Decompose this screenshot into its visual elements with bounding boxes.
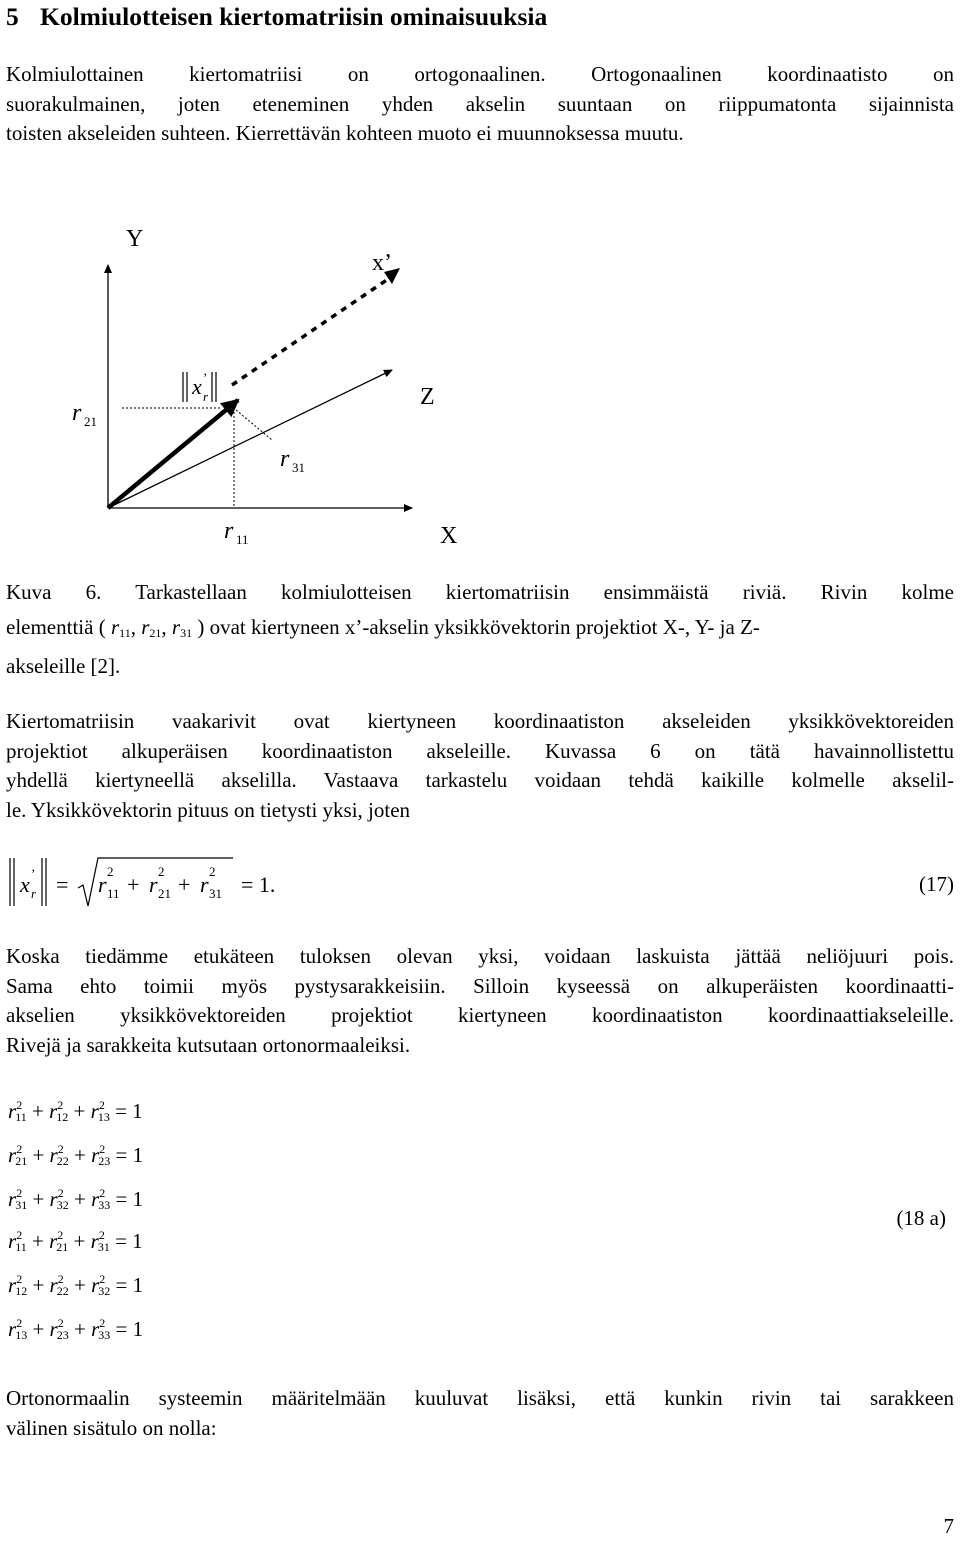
r31-label: r: [280, 446, 290, 472]
svg-text:2: 2: [107, 864, 114, 879]
text-line: välinen sisätulo on nolla:: [6, 1415, 217, 1440]
subscript: 32: [98, 1284, 111, 1298]
x-prime-label: x’: [372, 250, 392, 276]
equation-18a-row: $r^2_{12} + r^2_{22} + r^2_{32} = 1$: [8, 1272, 144, 1298]
svg-text:=: =: [56, 872, 69, 897]
text-line: Rivejä ja sarakkeita kutsutaan ortonormaaleiksi.: [6, 1032, 411, 1057]
math-r11: $r_{11}$: [110, 614, 131, 640]
y-axis-label: Y: [126, 226, 144, 252]
r31-subscript: 31: [292, 460, 305, 475]
equation-18a-row: $r^2_{11} + r^2_{12} + r^2_{13} = 1$: [8, 1098, 143, 1124]
text-line: Koska tiedämme etukäteen tuloksen olevan yksi, voidaan laskuista jättää neliöjuuri pois.: [6, 944, 954, 968]
caption-text: elementtiä (: [6, 614, 106, 639]
r21-subscript: 21: [84, 414, 97, 429]
subscript: 12: [15, 1284, 28, 1298]
svg-text:+: +: [127, 872, 140, 897]
subscript: 11: [15, 1240, 27, 1254]
section-heading: [6, 2, 547, 32]
subscript: 11: [15, 1110, 27, 1124]
z-axis-label: Z: [420, 384, 435, 410]
caption-text: ) ovat kiertyneen x’-akselin yksikkövektorin projektiot X-, Y- ja Z-: [197, 614, 760, 639]
equation-17-result: = 1.: [241, 872, 276, 897]
equation-17: [8, 854, 954, 918]
projection-r31: [236, 410, 272, 440]
svg-text:r: r: [98, 872, 107, 897]
equation-18a-row: $r^2_{31} + r^2_{32} + r^2_{33} = 1$: [8, 1186, 144, 1212]
text-line: akselien yksikkövektoreiden projektiot kiertyneen koordinaatiston koordinaattiakseleille.: [6, 1003, 954, 1027]
svg-text:x: x: [20, 872, 30, 897]
intro-paragraph: [6, 60, 954, 149]
subscript: 31: [97, 1240, 110, 1254]
equation-rhs: = 1: [115, 1229, 143, 1253]
paragraph-3: [6, 942, 954, 1060]
text-line: Kiertomatriisin vaakarivit ovat kiertyneen koordinaatiston akseleiden yksikkövektoreiden: [6, 709, 954, 733]
math-r21: $r_{21}$: [141, 614, 162, 640]
svg-text:r: r: [31, 886, 37, 901]
text-line: le. Yksikkövektorin pituus on tietysti yksi, joten: [6, 797, 411, 822]
svg-text:2: 2: [209, 864, 216, 879]
r11-label: r: [224, 518, 234, 544]
r21-label: r: [72, 400, 82, 426]
paragraph-2: [6, 707, 954, 825]
subscript: 32: [56, 1198, 69, 1212]
subscript: 22: [56, 1284, 69, 1298]
xr-label: x: [192, 374, 202, 399]
text-line: akseleille [2].: [6, 653, 121, 678]
subscript: 31: [15, 1198, 28, 1212]
page-number: 7: [943, 1514, 954, 1538]
text-line: Sama ehto toimii myös pystysarakkeisiin. Silloin kyseessä on alkuperäisten koordinaatti-: [6, 973, 954, 998]
text-line: yhdellä kiertyneellä akselilla. Vastaava tarkastelu voidaan tehdä kaikille kolmelle akselil-: [6, 768, 954, 792]
subscript: 33: [98, 1328, 111, 1342]
text-line: projektiot alkuperäisen koordinaatiston akseleille. Kuvassa 6 on tätä havainnollistettu: [6, 738, 954, 763]
paragraph-4: [6, 1384, 954, 1443]
equation-18a-number: (18 a): [896, 1206, 946, 1230]
equation-18a-row: $r^2_{11} + r^2_{21} + r^2_{31} = 1$: [8, 1228, 143, 1254]
z-axis: [108, 370, 392, 508]
svg-text:2: 2: [158, 864, 165, 879]
svg-text:’: ’: [31, 866, 36, 881]
text-line: toisten akseleiden suhteen. Kierrettävän kohteen muoto ei muunnoksessa muutu.: [6, 121, 684, 145]
text-line: elementtiä ( $r_{11}$, $r_{21}$, $r_{31}$ ) ovat kiertyneen x’-akselin yksikkövektorin projektiot X-, Y- ja Z-: [6, 614, 760, 640]
subscript: 21: [15, 1154, 28, 1168]
text-line: Kuva 6. Tarkastellaan kolmiulotteisen kiertomatriisin ensimmäistä riviä. Rivin kolme: [6, 580, 954, 604]
figure-caption: [6, 578, 954, 681]
equation-rhs: = 1: [115, 1187, 144, 1211]
text-line: Ortonormaalin systeemin määritelmään kuuluvat lisäksi, että kunkin rivin tai sarakkeen: [6, 1386, 954, 1410]
equation-rhs: = 1: [115, 1317, 144, 1341]
subscript: 13: [97, 1110, 110, 1124]
section-number: 5: [6, 2, 19, 31]
xr-superscript: ’: [203, 370, 208, 385]
svg-text:+: +: [178, 872, 191, 897]
xr-subscript: r: [203, 389, 209, 404]
rotation-figure: [0, 195, 520, 555]
svg-text:31: 31: [209, 886, 222, 901]
subscript: 21: [56, 1240, 69, 1254]
svg-text:21: 21: [158, 886, 171, 901]
subscript: 22: [56, 1154, 69, 1168]
equation-18a-row: $r^2_{13} + r^2_{23} + r^2_{33} = 1$: [8, 1316, 144, 1342]
text-line: Kolmiulottainen kiertomatriisi on ortogonaalinen. Ortogonaalinen koordinaatisto on: [6, 62, 954, 86]
equation-rhs: = 1: [115, 1143, 144, 1167]
svg-text:r: r: [149, 872, 158, 897]
subscript: 23: [98, 1154, 111, 1168]
section-title: Kolmiulotteisen kiertomatriisin ominaisuuksia: [40, 2, 548, 31]
equation-17-number: (17): [919, 872, 954, 896]
equation-18a-row: $r^2_{21} + r^2_{22} + r^2_{23} = 1$: [8, 1142, 144, 1168]
equation-rhs: = 1: [115, 1273, 144, 1297]
x-prime-axis: [232, 275, 394, 385]
x-axis-label: X: [440, 523, 458, 549]
subscript: 12: [56, 1110, 69, 1124]
subscript: 13: [15, 1328, 28, 1342]
subscript: 33: [98, 1198, 111, 1212]
svg-text:r: r: [200, 872, 209, 897]
subscript: 23: [56, 1328, 69, 1342]
equation-rhs: = 1: [115, 1099, 143, 1123]
svg-text:11: 11: [107, 886, 120, 901]
math-r31: $r_{31}$: [171, 614, 193, 640]
text-line: suorakulmainen, joten eteneminen yhden akselin suuntaan on riippumatonta sijainnista: [6, 91, 954, 116]
r11-subscript: 11: [236, 532, 249, 547]
